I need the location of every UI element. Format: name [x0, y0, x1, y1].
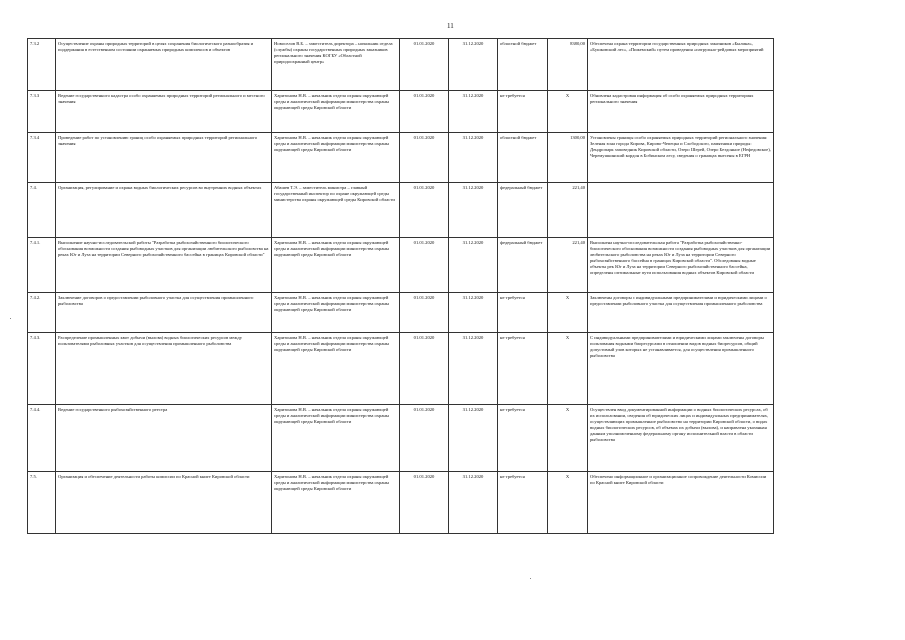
scan-speck — [530, 578, 531, 579]
table-row — [28, 39, 774, 91]
cell-result: Выполнена научно-исследовательская работа "Разработка рыбохозяйственно-биологического обоснования возможности создания рыбоводных участков для организации любительского рыболовства на реках Юг и Луза на территории Северного рыбохозяйственного бассейна в границах Кировской области". Обследованы водные объекты рек Юг и Луза на территории Северного рыбохозяйственного бассейна, определены оптимальные пути использования водных объектов Кировской области — [588, 238, 774, 293]
cell-number: 7.4.4. — [28, 405, 56, 472]
cell-end-date: 31.12.2020 — [449, 333, 498, 405]
cell-responsible: Харитонова Н.В. – начальник отдела охраны окружающей среды и аналитической информации министерства охраны окружающей среды Кировской области — [272, 405, 400, 472]
cell-title: Организация и обеспечение деятельности работы комиссии по Красной книге Кировской области — [56, 472, 272, 534]
cell-responsible: Харитонова Н.В. – начальник отдела охраны окружающей среды и аналитической информации министерства охраны окружающей среды Кировской области — [272, 333, 400, 405]
cell-result — [588, 183, 774, 238]
cell-number: 7.3.2 — [28, 39, 56, 91]
cell-start-date: 01.01.2020 — [400, 405, 449, 472]
cell-responsible: Новоселов В.Б. – заместитель директора – начальник отдела (службы) охраны государственных природных заказников регионального значения КОГБУ «Областной природоохранный центр» — [272, 39, 400, 91]
cell-start-date: 01.01.2020 — [400, 91, 449, 133]
table-row — [28, 183, 774, 238]
cell-end-date: 31.12.2020 — [449, 91, 498, 133]
scan-speck — [10, 318, 11, 319]
cell-title: Распределение промышленных квот добычи (вылова) водных биологических ресурсов между пользователями рыболовных участков для осуществления промышленного рыболовства — [56, 333, 272, 405]
table-row — [28, 133, 774, 183]
cell-result: Обеспечено информационное и организационное сопровождение деятельности Комиссии по Красной книге Кировской области — [588, 472, 774, 534]
cell-end-date: 31.12.2020 — [449, 405, 498, 472]
cell-title: Ведение государственного кадастра особо охраняемых природных территорий регионального и местного значения — [56, 91, 272, 133]
cell-number: 7.4. — [28, 183, 56, 238]
cell-start-date: 01.01.2020 — [400, 293, 449, 333]
cell-amount: Х — [548, 472, 588, 534]
cell-amount: Х — [548, 91, 588, 133]
cell-number: 7.5. — [28, 472, 56, 534]
cell-funding-source: не требуется — [498, 293, 548, 333]
cell-funding-source: областной бюджет — [498, 133, 548, 183]
cell-funding-source: не требуется — [498, 91, 548, 133]
cell-end-date: 31.12.2020 — [449, 39, 498, 91]
table-row — [28, 333, 774, 405]
cell-result: Обновлена кадастровая информация об особо охраняемых природных территориях регионального значения — [588, 91, 774, 133]
cell-funding-source: федеральный бюджет — [498, 183, 548, 238]
cell-title: Осуществление охраны природных территорий в целях сохранения биологического разнообразия и поддержания в естественном состоянии охраняемых природных комплексов и объектов — [56, 39, 272, 91]
cell-start-date: 01.01.2020 — [400, 39, 449, 91]
cell-responsible: Харитонова Н.В. – начальник отдела охраны окружающей среды и аналитической информации министерства охраны окружающей среды Кировской области — [272, 293, 400, 333]
cell-responsible: Абашев Т.Э. – заместитель министра – главный государственный инспектор по охране окружающей среды министерства охраны окружающей среды Кировской области — [272, 183, 400, 238]
cell-result: С индивидуальными предпринимателями и юридическими лицами заключены договоры пользования водными биоресурсами в отношении видов водных биоресурсов, общий допустимый улов которых не устанавливается, для осуществления промышленного рыболовства — [588, 333, 774, 405]
cell-amount: Х — [548, 405, 588, 472]
cell-funding-source: не требуется — [498, 333, 548, 405]
cell-responsible: Харитонова Н.В. – начальник отдела охраны окружающей среды и аналитической информации министерства охраны окружающей среды Кировской области — [272, 133, 400, 183]
cell-number: 7.4.3. — [28, 333, 56, 405]
cell-start-date: 01.01.2020 — [400, 238, 449, 293]
cell-result: Заключены договоры с индивидуальными предпринимателями и юридическими лицами о предоставлении рыболовного участка для осуществления промышленного рыболовства — [588, 293, 774, 333]
table-row — [28, 405, 774, 472]
cell-funding-source: областной бюджет — [498, 39, 548, 91]
document-sheet — [27, 38, 773, 534]
cell-end-date: 31.12.2020 — [449, 293, 498, 333]
cell-end-date: 31.12.2020 — [449, 472, 498, 534]
cell-amount: 221,40 — [548, 183, 588, 238]
table-row — [28, 293, 774, 333]
cell-amount: 1300,00 — [548, 133, 588, 183]
cell-funding-source: не требуется — [498, 405, 548, 472]
cell-title: Проведение работ по установлению границ особо охраняемых природных территорий регионального значения — [56, 133, 272, 183]
cell-title: Заключение договоров о предоставлении рыболовного участка для осуществления промышленного рыболовства — [56, 293, 272, 333]
cell-amount: 8380,00 — [548, 39, 588, 91]
cell-start-date: 01.01.2020 — [400, 333, 449, 405]
cell-result: Осуществлен ввод документированной информации о водных биологических ресурсах, об их использовании, сведения об юридических лицах и индивидуальных предпринимателях, осуществляющих промышленное рыболовство на территории Кировской области, о видах водных биологических ресурсов, об объемах их добычи (вылова), и направлена указанная данным уполномоченному федеральному органу исполнительной власти в области рыболовства — [588, 405, 774, 472]
cell-funding-source: не требуется — [498, 472, 548, 534]
cell-start-date: 01.01.2020 — [400, 183, 449, 238]
cell-end-date: 31.12.2020 — [449, 183, 498, 238]
cell-funding-source: федеральный бюджет — [498, 238, 548, 293]
cell-start-date: 01.01.2020 — [400, 472, 449, 534]
cell-responsible: Харитонова Н.В. – начальник отдела охраны окружающей среды и аналитической информации министерства охраны окружающей среды Кировской области — [272, 238, 400, 293]
cell-title: Организация, регулирование и охрана водных биологических ресурсов во внутренних водных объектах — [56, 183, 272, 238]
cell-responsible: Харитонова Н.В. – начальник отдела охраны окружающей среды и аналитической информации министерства охраны окружающей среды Кировской области — [272, 472, 400, 534]
cell-amount: Х — [548, 333, 588, 405]
cell-start-date: 01.01.2020 — [400, 133, 449, 183]
cell-title: Ведение государственного рыбохозяйственного реестра — [56, 405, 272, 472]
cell-number: 7.3.4 — [28, 133, 56, 183]
cell-number: 7.3.3 — [28, 91, 56, 133]
cell-number: 7.4.2. — [28, 293, 56, 333]
cell-title: Выполнение научно-исследовательской работы "Разработка рыбохозяйственного биологического обоснования возможности создания рыбоводных участков для организации любительского рыболовства на реках Юг и Луза на территории Северного рыбохозяйственного бассейна в границах Кировской области" — [56, 238, 272, 293]
activity-table — [27, 38, 774, 534]
table-row — [28, 472, 774, 534]
cell-end-date: 31.12.2020 — [449, 238, 498, 293]
page-number: 11 — [447, 22, 454, 30]
cell-amount: 221,40 — [548, 238, 588, 293]
table-row — [28, 91, 774, 133]
table-row — [28, 238, 774, 293]
cell-end-date: 31.12.2020 — [449, 133, 498, 183]
cell-responsible: Харитонова Н.В. – начальник отдела охраны окружающей среды и аналитической информации министерства охраны окружающей среды Кировской области — [272, 91, 400, 133]
cell-result: Установлены границы особо охраняемых природных территорий регионального значения: Зеленая зона города Кирова, Кирово-Чепецка и Слободского, памятники природы: Дендропарк заповедник Кировской области, Озеро Шерей, Озеро Бездонное (Нефедовское), Черемушкинский кордон в Бобинском лесу, сведения о границах внесены в ЕГРН — [588, 133, 774, 183]
cell-amount: Х — [548, 293, 588, 333]
cell-number: 7.4.1. — [28, 238, 56, 293]
cell-result: Обеспечена охрана территории государственных природных заказников «Былина», «Бушковский лес», «Пижемский» путем проведения «патрульно-рейдовых мероприятий — [588, 39, 774, 91]
